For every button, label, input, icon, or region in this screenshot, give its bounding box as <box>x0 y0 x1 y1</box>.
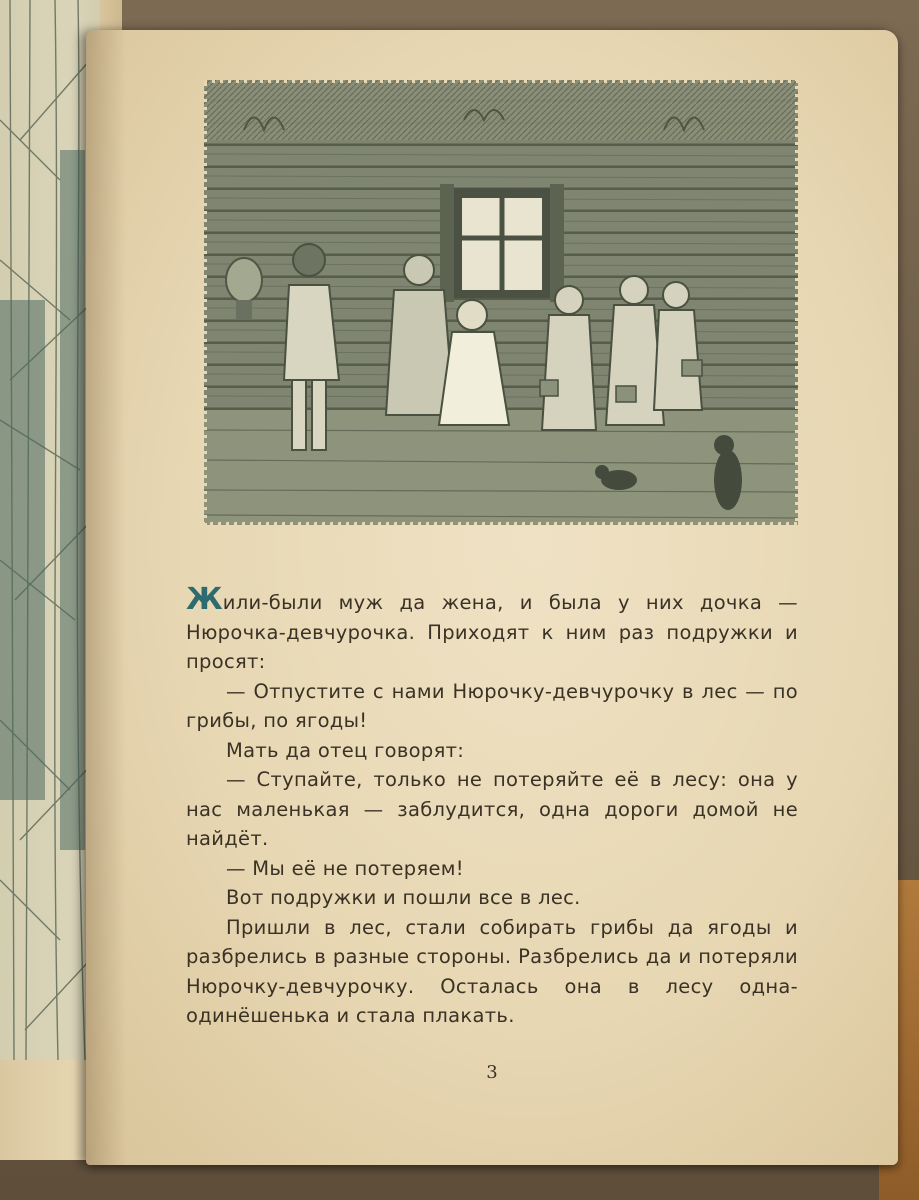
page-number: 3 <box>486 1062 498 1083</box>
story-paragraph: — Ступайте, только не потеряйте её в лесу: она у нас маленькая — заблудится, одна дороги домой не найдёт. <box>186 768 798 850</box>
book-page <box>86 30 898 1165</box>
story-paragraph <box>186 582 798 677</box>
page-gutter-shadow <box>86 30 126 1165</box>
folk-tale-illustration-icon <box>204 80 798 525</box>
story-paragraph: — Отпустите с нами Нюрочку-девчурочку в лес — по грибы, по ягоды! <box>186 679 798 732</box>
paragraph-text: или-были муж да жена, и была у них дочка — Нюрочка-девчурочка. Приходят к ним раз подружки и просят: <box>186 591 798 673</box>
story-paragraph: — Мы её не потеряем! <box>226 856 464 880</box>
story-text <box>186 582 798 1031</box>
forest-illustration-icon <box>0 0 100 1060</box>
story-paragraph: Вот подружки и пошли все в лес. <box>226 886 581 909</box>
drop-cap: Ж <box>186 582 223 617</box>
story-paragraph: Мать да отец говорят: <box>226 738 465 762</box>
story-paragraph: Пришли в лес, стали собирать грибы да ягоды и разбрелись в разные стороны. Разбрелись да и потеряли Нюрочку-девчурочку. Осталась она в лесу одна-одинёшенька и стала плакать. <box>186 915 798 1027</box>
